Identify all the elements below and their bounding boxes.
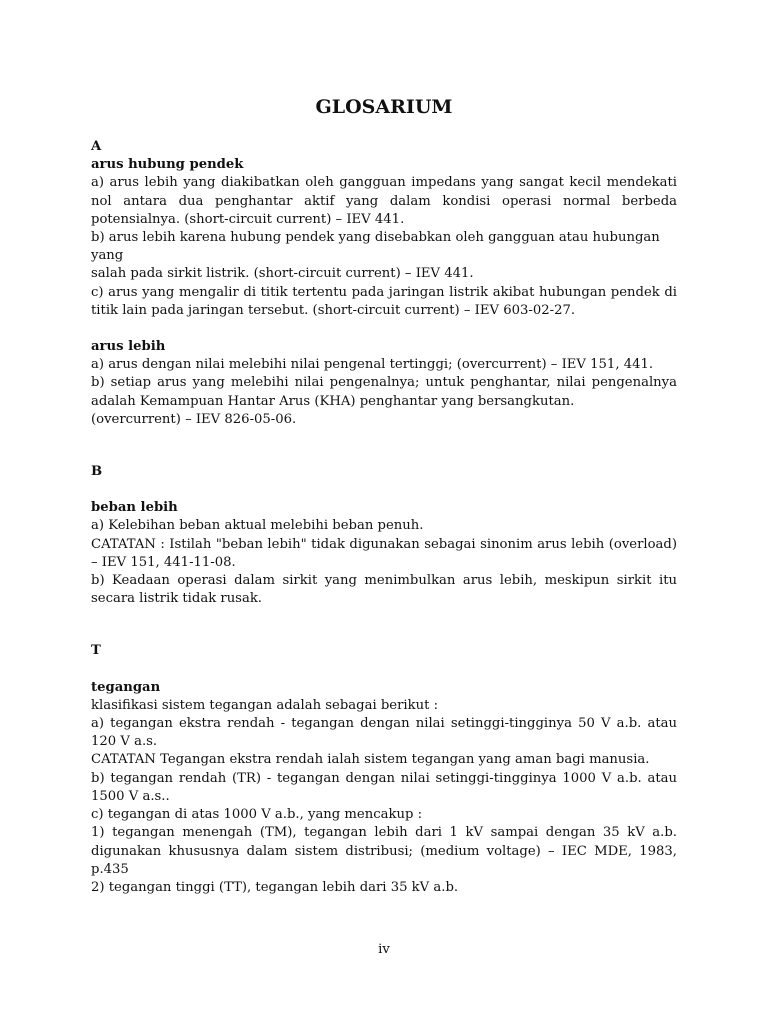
term-arus-hubung-pendek: arus hubung pendek [91,157,244,173]
definition-line: b) tegangan rendah (TR) - tegangan dengan nilai setinggi-tingginya 1000 V a.b. atau 1500 V a.s.. [91,770,677,804]
definition-line: b) Keadaan operasi dalam sirkit yang menimbulkan arus lebih, meskipun sirkit itu secara listrik tidak rusak. [91,573,677,607]
definition-line: c) tegangan di atas 1000 V a.b., yang mencakup : [91,807,423,823]
definition-line: CATATAN Tegangan ekstra rendah ialah sistem tegangan yang aman bagi manusia. [91,752,650,768]
definition-line: (overcurrent) – IEV 826-05-06. [91,411,297,427]
definition-line: a) arus dengan nilai melebihi nilai pengenal tertinggi; (overcurrent) – IEV 151, 441. [91,357,654,373]
definition-line: salah pada sirkit listrik. (short-circuit current) – IEV 441. [91,266,474,282]
definition-line: 1) tegangan menengah (TM), tegangan lebih dari 1 kV sampai dengan 35 kV a.b. digunakan khususnya dalam sistem distribusi; (medium voltage) – IEC MDE, 1983, p.435 [91,825,677,877]
definition-line: b) arus lebih karena hubung pendek yang disebabkan oleh gangguan atau hubungan yang [91,230,660,264]
page-number: iv [378,942,390,957]
section-letter-a: A [91,139,102,154]
definition-line: a) arus lebih yang diakibatkan oleh gangguan impedans yang sangat kecil mendekati nol antara dua penghantar aktif yang dalam kondisi operasi normal berbeda potensialnya. (short-circuit current) – IEV 441. [91,175,677,227]
term-tegangan: tegangan [91,679,161,695]
definition-line: c) arus yang mengalir di titik tertentu pada jaringan listrik akibat hubungan pendek di titik lain pada jaringan tersebut. (short-circuit current) – IEV 603-02-27. [91,284,677,318]
document-page [91,92,677,897]
definition-line: 2) tegangan tinggi (TT), tegangan lebih dari 35 kV a.b. [91,879,459,895]
definition-line: klasifikasi sistem tegangan adalah sebagai berikut : [91,697,439,713]
definition-line: b) setiap arus yang melebihi nilai pengenalnya; untuk penghantar, nilai pengenalnya adalah Kemampuan Hantar Arus (KHA) penghantar yang bersangkutan. [91,375,677,409]
term-beban-lebih: beban lebih [91,500,178,516]
definition-line: a) tegangan ekstra rendah - tegangan dengan nilai setinggi-tingginya 50 V a.b. atau 120 V a.s. [91,716,677,750]
term-arus-lebih: arus lebih [91,339,166,355]
section-letter-b: B [91,464,103,480]
definition-line: a) Kelebihan beban aktual melebihi beban penuh. [91,518,424,534]
page-title: GLOSARIUM [315,96,453,118]
section-letter-t: T [91,643,101,659]
definition-line: CATATAN : Istilah "beban lebih" tidak digunakan sebagai sinonim arus lebih (overload) – IEV 151, 441-11-08. [91,536,677,570]
